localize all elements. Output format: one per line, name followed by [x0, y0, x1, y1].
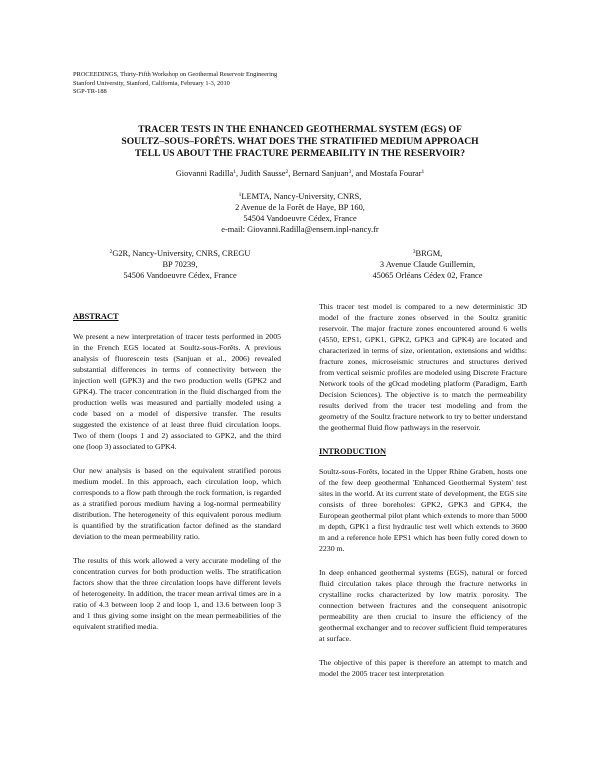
- abstract-paragraph: Our new analysis is based on the equivalent stratified porous medium model. In this approach, each circulation loop, which corresponds to a flow path through the rock formation, is regarded as a stratified porous medium having a log-normal permeability distribution. The heterogeneity of this equivalent porous medium is quantified by the stratification factor defined as the standard deviation to the mean permeability ratio.: [73, 466, 281, 541]
- affiliation-lemta: [150, 191, 450, 235]
- author-name: Giovanni Radilla: [175, 169, 234, 178]
- proceedings-header: [73, 71, 277, 97]
- affiliation-mark: 1: [238, 192, 242, 198]
- author-affiliation-mark: 1: [233, 169, 236, 175]
- affiliation-mark: 3: [412, 249, 416, 255]
- author-separator: , and: [351, 169, 370, 178]
- title-line: TELL US ABOUT THE FRACTURE PERMEABILITY IN THE RESERVOIR?: [134, 148, 466, 159]
- affiliation-brgm: [310, 248, 545, 281]
- abstract-heading: ABSTRACT: [73, 312, 119, 321]
- header-line: Stanford University, Stanford, California, February 1-3, 2010: [73, 79, 230, 87]
- abstract-paragraph: The results of this work allowed a very accurate modeling of the concentration curves for both production wells. The stratification factors show that the three circulation loops have different levels of heterogeneity. In addition, the tracer mean arrival times are in a ratio of 4.3 between loop 2 and loop 1, and 13.6 between loop 3 and 1 thus giving some insight on the mean permeabilities of the equivalent stratified media.: [73, 556, 281, 631]
- affiliation-mark: 2: [109, 249, 113, 255]
- title-line: SOULTZ–SOUS–FORÊTS. WHAT DOES THE STRATIFIED MEDIUM APPROACH: [121, 136, 479, 147]
- right-column: [319, 301, 527, 692]
- introduction-paragraph: In deep enhanced geothermal systems (EGS), natural or forced fluid circulation takes place through the fracture networks in crystalline rocks characterized by low matrix porosity. The connection between fractures and the consequent anisotropic permeability are then crucial to insure the efficiency of the geothermal exchanger and to recover sufficient fluid temperatures at surface.: [319, 568, 527, 643]
- author-list: [60, 168, 540, 179]
- affiliation-line: 54506 Vandoeuvre Cédex, France: [123, 271, 237, 280]
- author-affiliation-mark: 2: [285, 169, 289, 175]
- header-line: PROCEEDINGS, Thirty-Fifth Workshop on Geothermal Reservoir Engineering: [73, 71, 278, 78]
- affiliation-line: 2 Avenue de la Forêt de Haye, BP 160,: [235, 203, 365, 212]
- author-separator: ,: [288, 169, 293, 178]
- affiliation-line: 3 Avenue Claude Guillemin,: [379, 260, 476, 269]
- affiliation-line: BRGM,: [415, 249, 443, 258]
- paper-title: [60, 124, 540, 160]
- introduction-paragraph: The objective of this paper is therefore an attempt to match and model the 2005 tracer test interpretation: [319, 658, 527, 678]
- header-line: SGP-TR-188: [73, 88, 107, 96]
- author-affiliation-mark: 1: [421, 169, 425, 175]
- affiliation-g2r: [60, 248, 300, 281]
- introduction-heading: INTRODUCTION: [319, 447, 387, 456]
- affiliation-line: G2R, Nancy-University, CNRS, CREGU: [112, 249, 251, 258]
- introduction-paragraph: Soultz-sous-Forêts, located in the Upper Rhine Graben, hosts one of the few deep geothermal 'Enhanced Geothermal System' test sites in the world. At its current state of development, the EGS site consists of three boreholes: GPK2, GPK3 and GPK4, the European geothermal pilot plant which extends to more than 5000 m depth, GPK1 a first hydraulic test well which extends to 3600 m and a reference hole EPS1 which has been fully cored down to 2230 m.: [319, 467, 527, 553]
- affiliation-line: 45065 Orléans Cédex 02, France: [372, 271, 483, 280]
- author-name: Judith Sausse: [240, 169, 286, 178]
- affiliation-line: 54504 Vandoeuvre Cédex, France: [243, 214, 357, 223]
- left-column: [73, 311, 281, 645]
- abstract-paragraph: We present a new interpretation of tracer tests performed in 2005 in the French EGS located at Soultz-sous-Forêts. A previous analysis of fluorescein tests (Sanjuan et al., 2006) revealed substantial differences in terms of connectivity between the injection well (GPK3) and the two production wells (GPK2 and GPK4). The tracer concentration in the fluid discharged from the production wells was measured and partially modeled using a code based on a model of dispersive transfer. The results suggested the existence of at least three fluid circulation loops. Two of them (loops 1 and 2) associated to GPK2, and the third one (loop 3) associated to GPK4.: [73, 332, 281, 451]
- author-affiliation-mark: 3: [348, 169, 352, 175]
- affiliation-line: LEMTA, Nancy-University, CNRS,: [241, 192, 362, 201]
- author-name: Mostafa Fourar: [369, 169, 422, 178]
- author-separator: ,: [235, 169, 241, 178]
- affiliation-line: BP 70239,: [162, 260, 198, 269]
- abstract-paragraph: This tracer test model is compared to a new deterministic 3D model of the fracture zones observed in the Soultz granitic reservoir. The major fracture zones encountered around 6 wells (4550, EPS1, GPK1, GPK2, GPK3 and GPK4) are located and characterized in terms of size, orientation, extensions and widths: fracture zones, microseismic structures and structures derived from vertical seismic profiles are modeled using Discrete Fracture Network tools of the gOcad modeling platform (Paradigm, Earth Decision Sciences). The objective is to match the permeability results derived from the tracer test modeling and from the geometry of the Soultz fracture network to try to better understand the geothermal fluid flow pathways in the reservoir.: [319, 302, 527, 432]
- title-line: TRACER TESTS IN THE ENHANCED GEOTHERMAL SYSTEM (EGS) OF: [138, 124, 462, 135]
- author-name: Bernard Sanjuan: [292, 169, 349, 178]
- affiliation-email: e-mail: Giovanni.Radilla@ensem.inpl-nancy.fr: [221, 225, 379, 234]
